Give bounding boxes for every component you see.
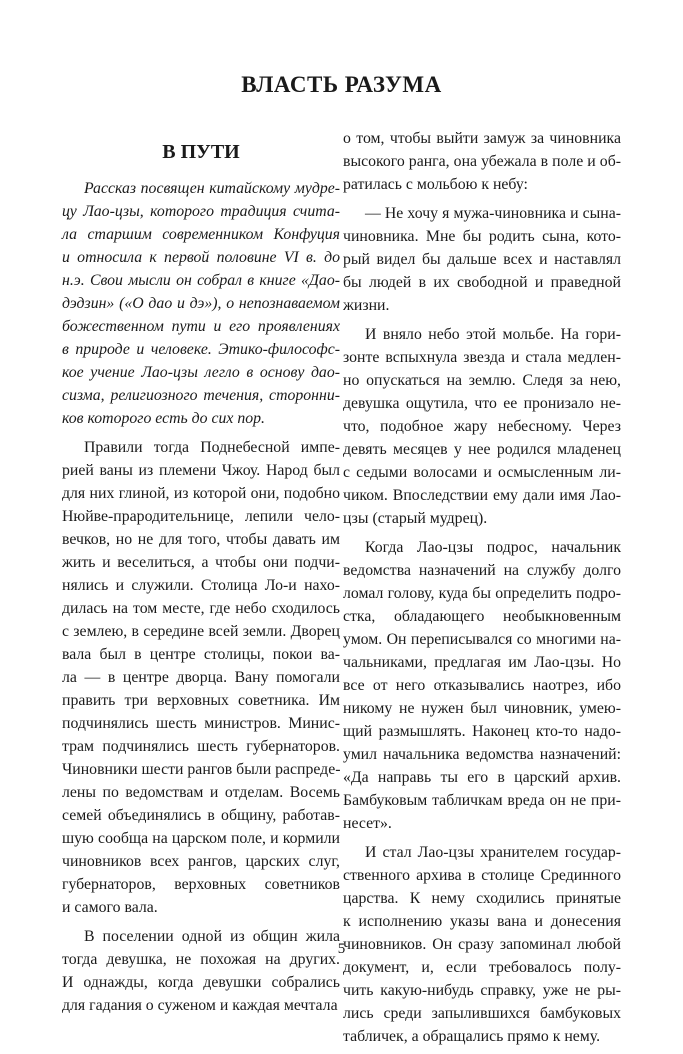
text-line: чальниками, предлагая им Лао-цзы. Но (343, 654, 621, 671)
section-title: В ПУТИ (162, 141, 240, 163)
text-line: н.э. Свои мысли он собрал в книге «Дао- (62, 272, 340, 289)
text-line: ла — в центре дворца. Вану помогали (62, 669, 340, 686)
text-line: дэдзин» («О дао и дэ»), о непознаваемом (62, 295, 340, 312)
text-line: все от него отказывались наотрез, ибо (343, 677, 621, 694)
paragraph (343, 323, 621, 530)
text-line: к исполнению указы вана и донесения (343, 913, 621, 930)
text-line: ственного архива в столице Срединного (343, 867, 621, 884)
text-line: семей объединялись в общину, работав- (62, 807, 340, 824)
text-line: И однажды, когда девушки собрались (62, 974, 340, 991)
text-line: «Да направь ты его в царский архив. (343, 769, 621, 786)
paragraph (62, 436, 340, 919)
text-line: что, подобное жару небесному. Через (343, 418, 621, 435)
text-line: — Не хочу я мужа-чиновника и сына- (365, 205, 621, 222)
text-line: И вняло небо этой мольбе. На гори- (365, 326, 621, 343)
text-line: умил начальника ведомства назначений: (343, 746, 621, 763)
text-line: и самого вала. (62, 899, 158, 916)
text-line: сизма, религиозного течения, сторонни- (62, 387, 340, 404)
text-line: зонте вспыхнула звезда и стала медлен- (343, 349, 621, 366)
text-line: с седыми волосами и осмысленным ли- (343, 464, 621, 481)
text-line: Когда Лао-цзы подрос, начальник (365, 539, 621, 556)
text-line: табличек, а обращались прямо к нему. (343, 1028, 601, 1045)
text-line: ломал голову, куда бы определить подро- (343, 585, 621, 602)
text-line: ведомства назначений на службу долго (343, 562, 621, 579)
text-line: вала был в центре столицы, покои ва- (62, 646, 340, 663)
text-line: для них глиной, из которой они, подобно (62, 485, 340, 502)
left-body (62, 436, 340, 1017)
text-line: несет». (343, 815, 392, 832)
paragraph (343, 127, 621, 196)
text-line: тогда девушка, не похожая на других. (62, 951, 340, 968)
abstract (62, 177, 340, 430)
text-line: чиновника. Мне бы родить сына, кото- (343, 228, 621, 245)
text-line: Правили тогда Поднебесной импе- (84, 439, 340, 456)
text-line: бы людей в их свободной и праведной (343, 274, 621, 291)
text-line: чиновников. Он сразу запоминал любой (343, 936, 621, 953)
text-line: лись среди запылившихся бамбуковых (343, 1005, 621, 1022)
text-line: чиком. Впоследствии ему дали имя Лао- (343, 487, 621, 504)
text-line: В поселении одной из общин жила (84, 928, 340, 945)
paragraph (343, 536, 621, 835)
text-line: для гадания о суженом и каждая мечтала (62, 997, 338, 1014)
text-line: шую сообща на царском поле, и кормили (62, 830, 340, 847)
text-line: божественном пути и его проявлениях (62, 318, 340, 335)
text-line: высокого ранга, она убежала в поле и об- (343, 153, 621, 170)
text-line: ла старшим современником Конфуция (62, 226, 340, 243)
text-line: рый видел бы дальше всех и наставлял (343, 251, 621, 268)
text-line: с землею, в середине всей земли. Дворец (62, 623, 340, 640)
left-column (62, 128, 340, 1023)
text-line: умом. Он переписывался со многими на- (343, 631, 621, 648)
text-line: стка, обладающего необыкновенным (343, 608, 621, 625)
text-line: Рассказ посвящен китайскому мудре- (84, 180, 340, 197)
text-line: подчинялись шесть министров. Минис- (62, 715, 340, 732)
text-line: дилась на том месте, где небо сходилось (62, 600, 340, 617)
right-column (343, 127, 621, 1054)
text-line: Бамбуковым табличкам вреда он не при- (343, 792, 621, 809)
text-line: чить какую-нибудь справку, уже не ры- (343, 982, 621, 999)
text-line: жить и веселиться, а чтобы они подчи- (62, 554, 340, 571)
text-line: Нюйве-прародительнице, лепили чело- (62, 508, 340, 525)
text-line: править три верховных советника. Им (62, 692, 340, 709)
text-line: ратилась с мольбою к небу: (343, 176, 528, 193)
text-line: в природе и человеке. Этико-философс- (62, 341, 340, 358)
text-line: но опускаться на землю. Следя за нею, (343, 372, 621, 389)
chapter-title: ВЛАСТЬ РАЗУМА (241, 72, 442, 97)
text-line: губернаторов, верховных советников (62, 876, 340, 893)
text-line: девять месяцев у нее родился младенец (343, 441, 621, 458)
text-line: царства. К нему сходились принятые (343, 890, 621, 907)
text-line: щий размышлять. Наконец кто-то надо- (343, 723, 621, 740)
text-line: кое учение Лао-цзы легло в основу дао- (62, 364, 340, 381)
text-line: трам подчинялись шесть губернаторов. (62, 738, 340, 755)
text-line: жизни. (343, 297, 390, 314)
paragraph (343, 202, 621, 317)
text-line: девушка ощутила, что ее пронизало не- (343, 395, 621, 412)
text-line: чиновников всех рангов, царских слуг, (62, 853, 340, 870)
text-line: лены по ведомствам и отделам. Восемь (62, 784, 340, 801)
text-line: документ, и, если требовалось полу- (343, 959, 621, 976)
text-line: нялись и служили. Столица Ло-и нахо- (62, 577, 340, 594)
text-line: ков которого есть до сих пор. (62, 410, 266, 427)
text-line: И стал Лао-цзы хранителем государ- (365, 844, 621, 861)
text-line: рией ваны из племени Чжоу. Народ был (62, 462, 340, 479)
text-line: никому не нужен был чиновник, умею- (343, 700, 621, 717)
text-line: Чиновники шести рангов были распреде- (62, 761, 341, 778)
text-line: цзы (старый мудрец). (343, 510, 488, 527)
paragraph (62, 925, 340, 1017)
text-line: цу Лао-цзы, которого традиция счита- (62, 203, 340, 220)
right-body (343, 127, 621, 1048)
text-line: о том, чтобы выйти замуж за чиновника (343, 130, 621, 147)
text-line: вечков, но не для того, чтобы давать им (62, 531, 340, 548)
page-number: 5 (337, 941, 346, 957)
text-line: и относила к первой половине VI в. до (62, 249, 340, 266)
